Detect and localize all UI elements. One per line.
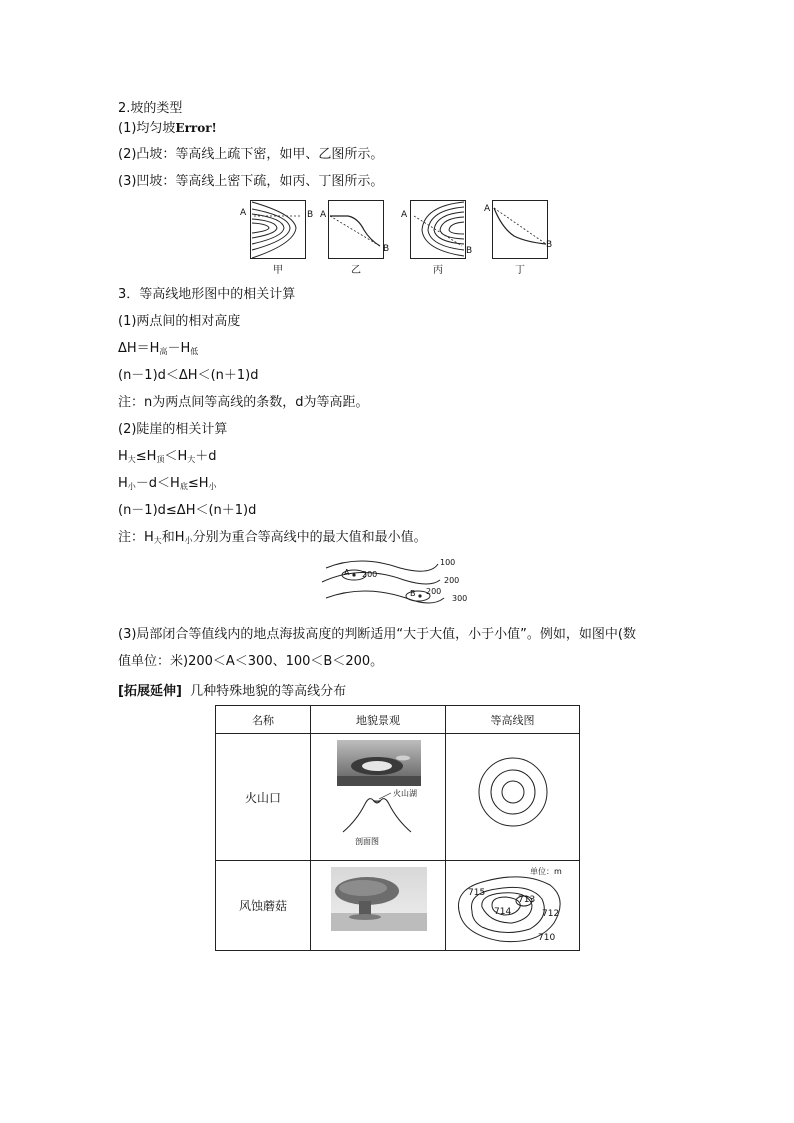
formula-part: H: [118, 449, 128, 464]
contour-value: 710: [538, 933, 556, 943]
slope-label-b: B: [383, 244, 390, 254]
formula-part: －d＜H: [135, 476, 180, 491]
formula-subscript: 底: [179, 482, 188, 491]
note-part: 和H: [161, 530, 185, 545]
crater-lake-label: 火山湖: [393, 789, 417, 798]
note-h-max-min: [118, 529, 427, 550]
closed-contour-rule-line2: 值单位：米)200＜A＜300、100＜B＜200。: [118, 654, 384, 669]
column-header-landscape: 地貌景观: [311, 706, 446, 734]
slope-label-b: B: [546, 240, 553, 250]
formula-part: H: [118, 476, 128, 491]
formula-part: ≤H: [135, 449, 157, 464]
table-row: [216, 861, 580, 951]
sub-heading-cliff: (2)陡崖的相关计算: [118, 422, 228, 437]
formula-part: ≤H: [187, 476, 209, 491]
formula-range: (n－1)d＜ΔH＜(n＋1)d: [118, 368, 259, 383]
closed-contour-example: [320, 558, 480, 614]
formula-cliff-range: (n－1)d≤ΔH＜(n＋1)d: [118, 503, 257, 518]
slope-label-b: B: [307, 210, 314, 220]
formula-subscript: 小: [127, 482, 136, 491]
formula-part: ＜H: [164, 449, 188, 464]
contour-value: 714: [494, 907, 512, 917]
slope-label-a: A: [240, 208, 247, 218]
section3-heading: 3．等高线地形图中的相关计算: [118, 287, 296, 302]
crater-photo: [337, 740, 421, 786]
formula-subscript: 大: [187, 455, 196, 464]
formula-cliff-bottom: [118, 475, 216, 496]
slope-label-b: B: [466, 246, 473, 256]
table-header-row: [216, 706, 580, 734]
slope-label-a: A: [320, 210, 327, 220]
formula-subscript: 小: [208, 482, 217, 491]
contour-value: 712: [542, 909, 560, 919]
note-part: 注：H: [118, 530, 154, 545]
extension-title: 几种特殊地貌的等高线分布: [190, 684, 347, 699]
contour-value: 715: [468, 888, 486, 898]
note-part: 分别为重合等高线中的最大值和最小值。: [192, 530, 427, 545]
convex-slope-line: (2)凸坡：等高线上疏下密，如甲、乙图所示。: [118, 147, 384, 162]
section2-heading: 2.坡的类型: [118, 101, 183, 116]
note-subscript: 大: [153, 536, 162, 545]
unit-label: 单位：m: [530, 867, 562, 876]
formula-delta-h: [118, 340, 198, 361]
formula-subscript: 顶: [156, 455, 165, 464]
crater-landscape-cell: [311, 734, 446, 861]
concave-slope-line: (3)凹坡：等高线上密下疏，如丙、丁图所示。: [118, 174, 384, 189]
contour-value: 300: [452, 594, 468, 603]
formula-cliff-top: [118, 448, 217, 469]
column-header-contour: 等高线图: [446, 706, 580, 734]
formula-part: ＋d: [195, 449, 217, 464]
formula-part: ΔH＝H: [118, 341, 160, 356]
mushroom-landscape-cell: [311, 861, 446, 951]
column-header-name: 名称: [216, 706, 311, 734]
contour-value: 200: [362, 570, 378, 579]
crater-name: 火山口: [216, 734, 311, 861]
note-subscript: 小: [184, 536, 193, 545]
uniform-slope-label: (1)均匀坡: [118, 121, 176, 136]
error-text: Error!: [175, 121, 217, 135]
contour-value: 713: [518, 895, 536, 905]
caption-ding: 丁: [515, 265, 525, 276]
formula-subscript: 高: [159, 347, 168, 356]
slope-type-figure: [240, 200, 560, 278]
slope-label-a: A: [401, 210, 408, 220]
formula-subscript: 低: [190, 347, 199, 356]
profile-caption: 剖面图: [355, 837, 379, 846]
formula-subscript: 大: [127, 455, 136, 464]
closed-contour-rule-line1: (3)局部闭合等值线内的地点海拔高度的判断适用“大于大值，小于小值”。例如，如图中(数: [118, 627, 636, 642]
caption-jia: 甲: [273, 265, 283, 276]
sub-heading-relative-height: (1)两点间的相对高度: [118, 314, 241, 329]
contour-point-a: A: [344, 568, 350, 577]
uniform-slope-line: [118, 119, 217, 138]
extension-tag: [拓展延伸]: [118, 684, 182, 699]
contour-value: 200: [444, 576, 460, 585]
mushroom-rock-photo: [311, 861, 445, 946]
contour-value: 200: [426, 587, 442, 596]
mushroom-contour-cell: [446, 861, 580, 951]
extension-heading: [118, 680, 346, 699]
landform-table: [215, 705, 580, 951]
contour-value: 100: [440, 558, 456, 567]
caption-yi: 乙: [351, 265, 361, 276]
formula-part: －H: [167, 341, 191, 356]
table-row: [216, 734, 580, 861]
mushroom-rock-name: 风蚀蘑菇: [216, 861, 311, 951]
crater-contour-diagram: [446, 734, 579, 856]
caption-bing: 丙: [433, 265, 443, 276]
crater-contour-cell: [446, 734, 580, 861]
contour-point-b: B: [410, 589, 416, 598]
note-n-d: 注：n为两点间等高线的条数，d为等高距。: [118, 395, 369, 410]
slope-label-a: A: [484, 204, 491, 214]
